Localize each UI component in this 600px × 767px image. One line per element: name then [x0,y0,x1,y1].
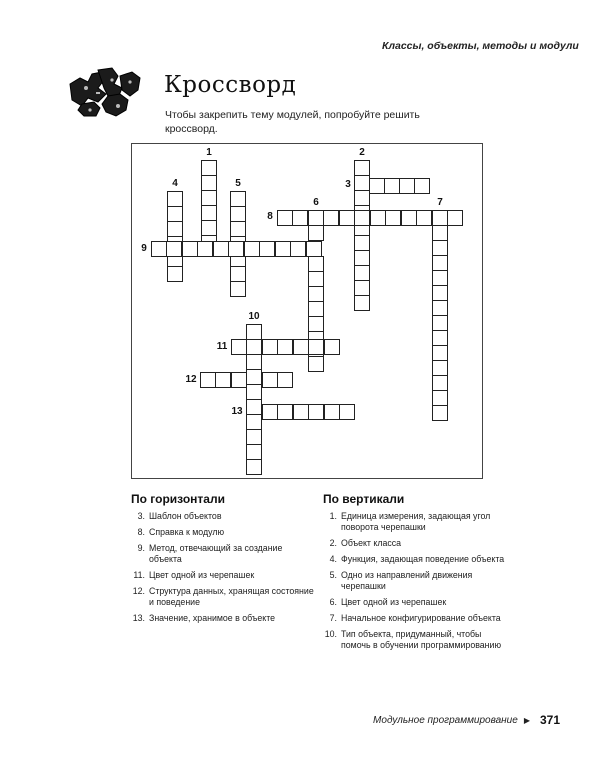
cell-3-across[interactable] [399,178,415,194]
cell-5-down[interactable] [230,281,246,297]
down-clues [323,492,513,656]
cell-3-across[interactable] [384,178,400,194]
cell-7-down[interactable] [432,285,448,301]
cell-7-down[interactable] [432,330,448,346]
cell-2-down[interactable] [354,190,370,206]
clue-number: 3 [345,179,351,190]
cell-9-across[interactable] [259,241,275,257]
cell-7-down[interactable] [432,255,448,271]
cell-8-across[interactable] [323,210,339,226]
cell-1-down[interactable] [201,160,217,176]
cell-10-down[interactable] [246,444,262,460]
cell-8-across[interactable] [416,210,432,226]
cell-9-across[interactable] [306,241,322,257]
cell-9-across[interactable] [213,241,229,257]
across-clue-item: 9. Метод, отвечающий за создание объекта [137,543,283,564]
page-footer [340,713,560,727]
cell-8-across[interactable] [385,210,401,226]
cell-3-across[interactable] [369,178,385,194]
clue-number: 6 [313,197,319,208]
cell-11-across[interactable] [231,339,247,355]
cell-12-across[interactable] [215,372,231,388]
clue-number: 10 [248,311,260,322]
cell-13-across[interactable] [308,404,324,420]
cell-6-down[interactable] [308,225,324,241]
cell-7-down[interactable] [432,240,448,256]
cell-5-down[interactable] [230,191,246,207]
cell-12-across[interactable] [200,372,216,388]
cell-4-down[interactable] [167,266,183,282]
cell-2-down[interactable] [354,250,370,266]
cell-9-across[interactable] [197,241,213,257]
down-clues-title: По вертикали [323,492,405,506]
cell-12-across[interactable] [277,372,293,388]
triangle-right-icon: ▶ [523,715,530,725]
cell-11-across[interactable] [293,339,309,355]
cell-1-down[interactable] [201,175,217,191]
across-clue-item: 3. Шаблон объектов [137,511,222,521]
cell-10-down[interactable] [246,399,262,415]
cell-10-down[interactable] [246,459,262,475]
cell-10-down[interactable] [246,324,262,340]
cell-7-down[interactable] [432,225,448,241]
cell-9-across[interactable] [166,241,182,257]
cell-8-across[interactable] [401,210,417,226]
cell-7-down[interactable] [432,405,448,421]
cell-6-down[interactable] [308,210,324,226]
cell-10-down[interactable] [246,429,262,445]
cell-8-across[interactable] [370,210,386,226]
cell-11-across[interactable] [262,339,278,355]
cell-8-across[interactable] [277,210,293,226]
across-clue-item: 12. Структура данных, хранящая состояние и поведение [132,586,314,607]
cell-10-down[interactable] [246,339,262,355]
cell-2-down[interactable] [354,295,370,311]
cell-8-across[interactable] [447,210,463,226]
down-clue-item: 1. Единица измерения, задающая угол поворота черепашки [329,511,491,532]
cell-6-down[interactable] [308,271,324,287]
cell-9-across[interactable] [228,241,244,257]
across-clue-item: 11. Цвет одной из черепашек [133,570,255,580]
across-clues-title: По горизонтали [131,492,225,506]
footer-section: Модульное программирование [373,714,518,726]
cell-7-down[interactable] [432,300,448,316]
cell-13-across[interactable] [324,404,340,420]
running-header: Классы, объекты, методы и модули [382,40,579,52]
across-clue-item: 8. Справка к модулю [137,527,225,537]
cell-6-down[interactable] [308,356,324,372]
down-clue-item: 4. Функция, задающая поведение объекта [329,554,505,564]
cell-2-down[interactable] [354,280,370,296]
cell-9-across[interactable] [151,241,167,257]
down-clue-item: 2. Объект класса [329,538,402,548]
cell-7-down[interactable] [432,315,448,331]
down-clue-item: 7. Начальное конфигурирование объекта [329,613,501,623]
cell-11-across[interactable] [324,339,340,355]
cell-13-across[interactable] [277,404,293,420]
crossword-grid [131,143,483,479]
cell-5-down[interactable] [230,221,246,237]
clue-number: 4 [172,178,178,189]
cell-10-down[interactable] [246,369,262,385]
cell-8-across[interactable] [339,210,355,226]
cell-12-across[interactable] [231,372,247,388]
cell-1-down[interactable] [201,190,217,206]
cell-12-across[interactable] [262,372,278,388]
cell-2-down[interactable] [354,265,370,281]
cell-1-down[interactable] [201,220,217,236]
cell-8-across[interactable] [292,210,308,226]
cell-4-down[interactable] [167,191,183,207]
clue-number: 13 [231,406,243,417]
cell-13-across[interactable] [339,404,355,420]
cell-7-down[interactable] [432,375,448,391]
cell-13-across[interactable] [262,404,278,420]
cell-6-down[interactable] [308,286,324,302]
cell-7-down[interactable] [432,390,448,406]
cell-8-across[interactable] [432,210,448,226]
cell-9-across[interactable] [290,241,306,257]
page-title: Кроссворд [164,72,297,98]
cell-11-across[interactable] [277,339,293,355]
cell-9-across[interactable] [182,241,198,257]
clue-number: 1 [206,147,212,158]
cell-5-down[interactable] [230,206,246,222]
cell-4-down[interactable] [167,206,183,222]
page-number: 371 [539,713,560,727]
cell-7-down[interactable] [432,270,448,286]
down-clue-item: 10. Тип объекта, придуманный, чтобы помочь в обучении программированию [324,629,502,650]
clue-number: 7 [437,197,443,208]
cell-2-down[interactable] [354,160,370,176]
clue-number: 2 [359,147,365,158]
cell-4-down[interactable] [167,221,183,237]
cell-5-down[interactable] [230,266,246,282]
cell-8-across[interactable] [354,210,370,226]
clue-number: 5 [235,178,241,189]
cell-7-down[interactable] [432,360,448,376]
cell-1-down[interactable] [201,205,217,221]
clue-number: 8 [267,211,273,222]
cell-6-down[interactable] [308,301,324,317]
cell-10-down[interactable] [246,414,262,430]
crossword-puzzle-pieces-icon [68,66,144,118]
clue-number: 9 [141,243,147,254]
across-clue-item: 13. Значение, хранимое в объекте [132,613,276,623]
cell-2-down[interactable] [354,175,370,191]
cell-7-down[interactable] [432,345,448,361]
cell-2-down[interactable] [354,235,370,251]
clue-number: 12 [185,374,197,385]
cell-6-down[interactable] [308,316,324,332]
cell-10-down[interactable] [246,354,262,370]
across-clues [131,492,316,629]
down-clue-item: 6. Цвет одной из черепашек [329,597,447,607]
cell-9-across[interactable] [244,241,260,257]
down-clue-item: 5. Одно из направлений движения черепашки [329,570,473,591]
clue-number: 11 [216,341,228,352]
intro-text: Чтобы закрепить тему модулей, попробуйте решить кроссворд. [165,109,420,135]
cell-13-across[interactable] [293,404,309,420]
cell-9-across[interactable] [275,241,291,257]
cell-3-across[interactable] [414,178,430,194]
cell-10-down[interactable] [246,384,262,400]
cell-11-across[interactable] [308,339,324,355]
cell-6-down[interactable] [308,256,324,272]
